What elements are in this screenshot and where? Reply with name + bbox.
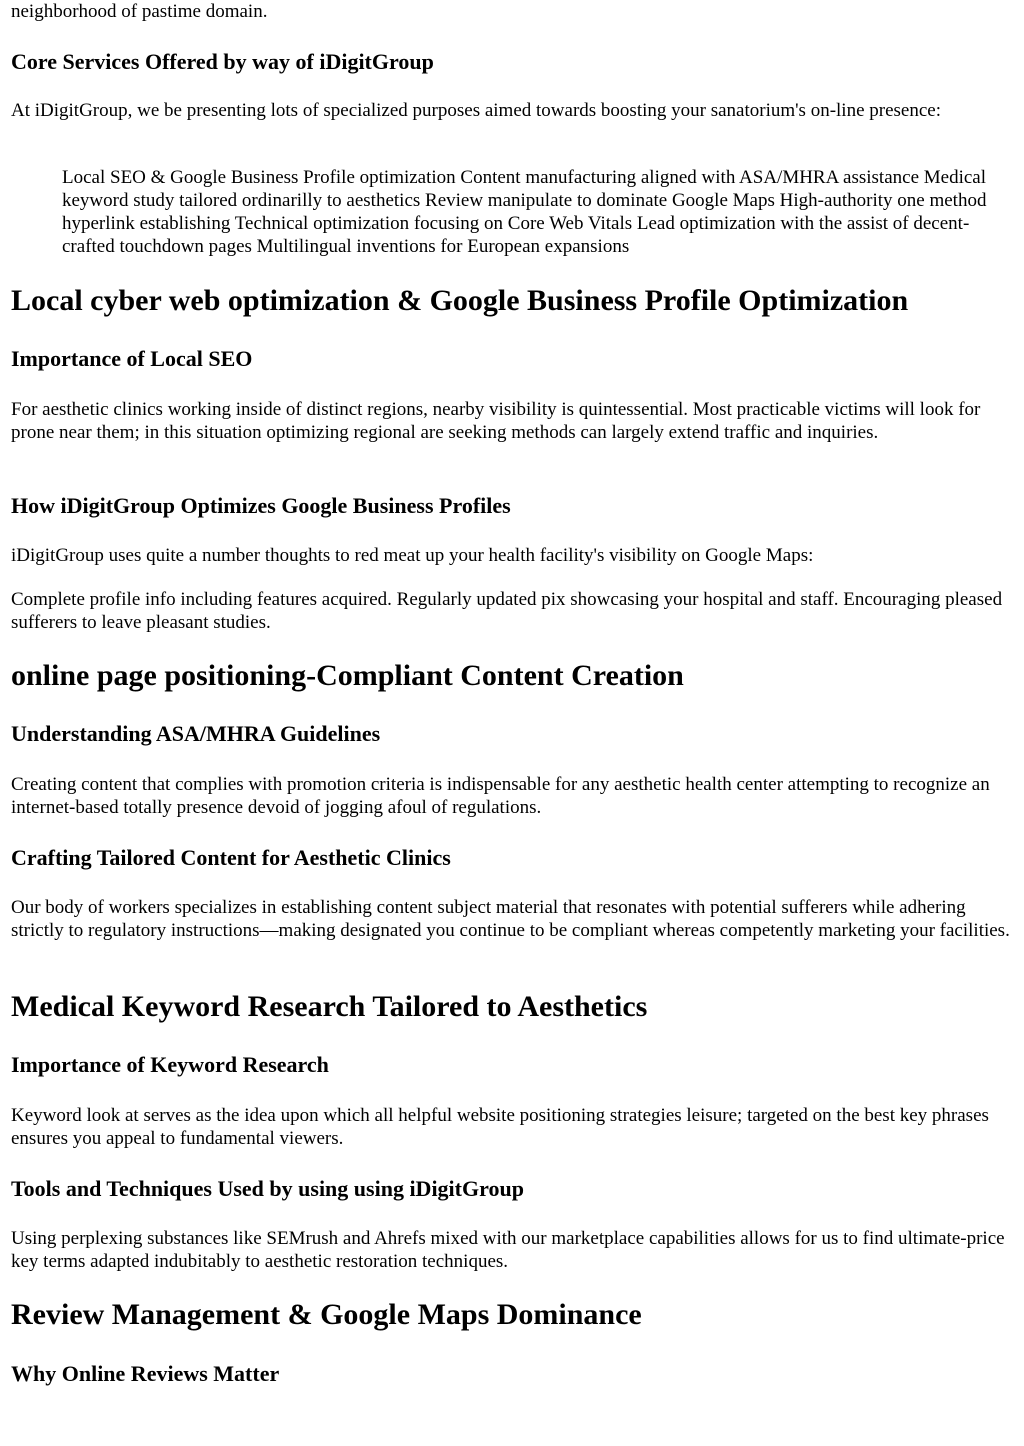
intro-tail-paragraph: neighborhood of pastime domain. xyxy=(11,1,268,22)
core-services-list: Local SEO & Google Business Profile optimization Content manufacturing aligned with ASA/MHRA assistance Medical keyword study tailored ordinarilly to aesthetics Review manipulate to dominate Google Maps High-authority one method hyperlink establishing Technical optimization focusing on Core Web Vitals Lead optimization with the assist of decent-crafted touchdown pages Multilingual inventions for European expansions xyxy=(62,167,987,257)
local-seo-importance-text: For aesthetic clinics working inside of distinct regions, nearby visibility is quintessential. Most practicable victims will look for prone near them; in this situation optimizing regional are seeking methods can largely extend traffic and inquiries. xyxy=(11,399,981,443)
gbp-list: Complete profile info including features acquired. Regularly updated pix showcasing your hospital and staff. Encouraging pleased sufferers to leave pleasant studies. xyxy=(11,589,1003,633)
keywords-heading: Medical Keyword Research Tailored to Aesthetics xyxy=(11,990,648,1023)
crafting-heading: Crafting Tailored Content for Aesthetic Clinics xyxy=(11,845,451,870)
why-reviews-heading: Why Online Reviews Matter xyxy=(11,1361,280,1386)
guidelines-heading: Understanding ASA/MHRA Guidelines xyxy=(11,721,381,746)
gbp-heading: How iDigitGroup Optimizes Google Business Profiles xyxy=(11,493,511,518)
crafting-text: Our body of workers specializes in establishing content subject material that resonates with potential sufferers while adhering strictly to regulatory instructions—making designated you continue to be compliant whereas competently marketing your facilities. xyxy=(11,897,1010,941)
tools-heading: Tools and Techniques Used by using using iDigitGroup xyxy=(11,1176,524,1201)
content-heading: online page positioning-Compliant Content Creation xyxy=(11,659,684,692)
keyword-importance-text: Keyword look at serves as the idea upon which all helpful website positioning strategies leisure; targeted on the best key phrases ensures you appeal to fundamental viewers. xyxy=(11,1105,989,1149)
keyword-importance-heading: Importance of Keyword Research xyxy=(11,1052,329,1077)
core-services-intro: At iDigitGroup, we be presenting lots of specialized purposes aimed towards boosting your sanatorium's on-line presence: xyxy=(11,100,941,121)
guidelines-text: Creating content that complies with promotion criteria is indispensable for any aesthetic health center attempting to recognize an internet-based totally presence devoid of jogging afoul of regulations. xyxy=(11,774,990,818)
local-seo-importance-heading: Importance of Local SEO xyxy=(11,346,253,371)
gbp-intro: iDigitGroup uses quite a number thoughts to red meat up your health facility's visibility on Google Maps: xyxy=(11,545,814,566)
reviews-heading: Review Management & Google Maps Dominance xyxy=(11,1298,642,1331)
core-services-heading: Core Services Offered by way of iDigitGroup xyxy=(11,49,434,74)
tools-text: Using perplexing substances like SEMrush and Ahrefs mixed with our marketplace capabilities allows for us to find ultimate-price key terms adapted indubitably to aesthetic restoration techniques. xyxy=(11,1228,1005,1272)
local-seo-heading: Local cyber web optimization & Google Business Profile Optimization xyxy=(11,284,909,317)
